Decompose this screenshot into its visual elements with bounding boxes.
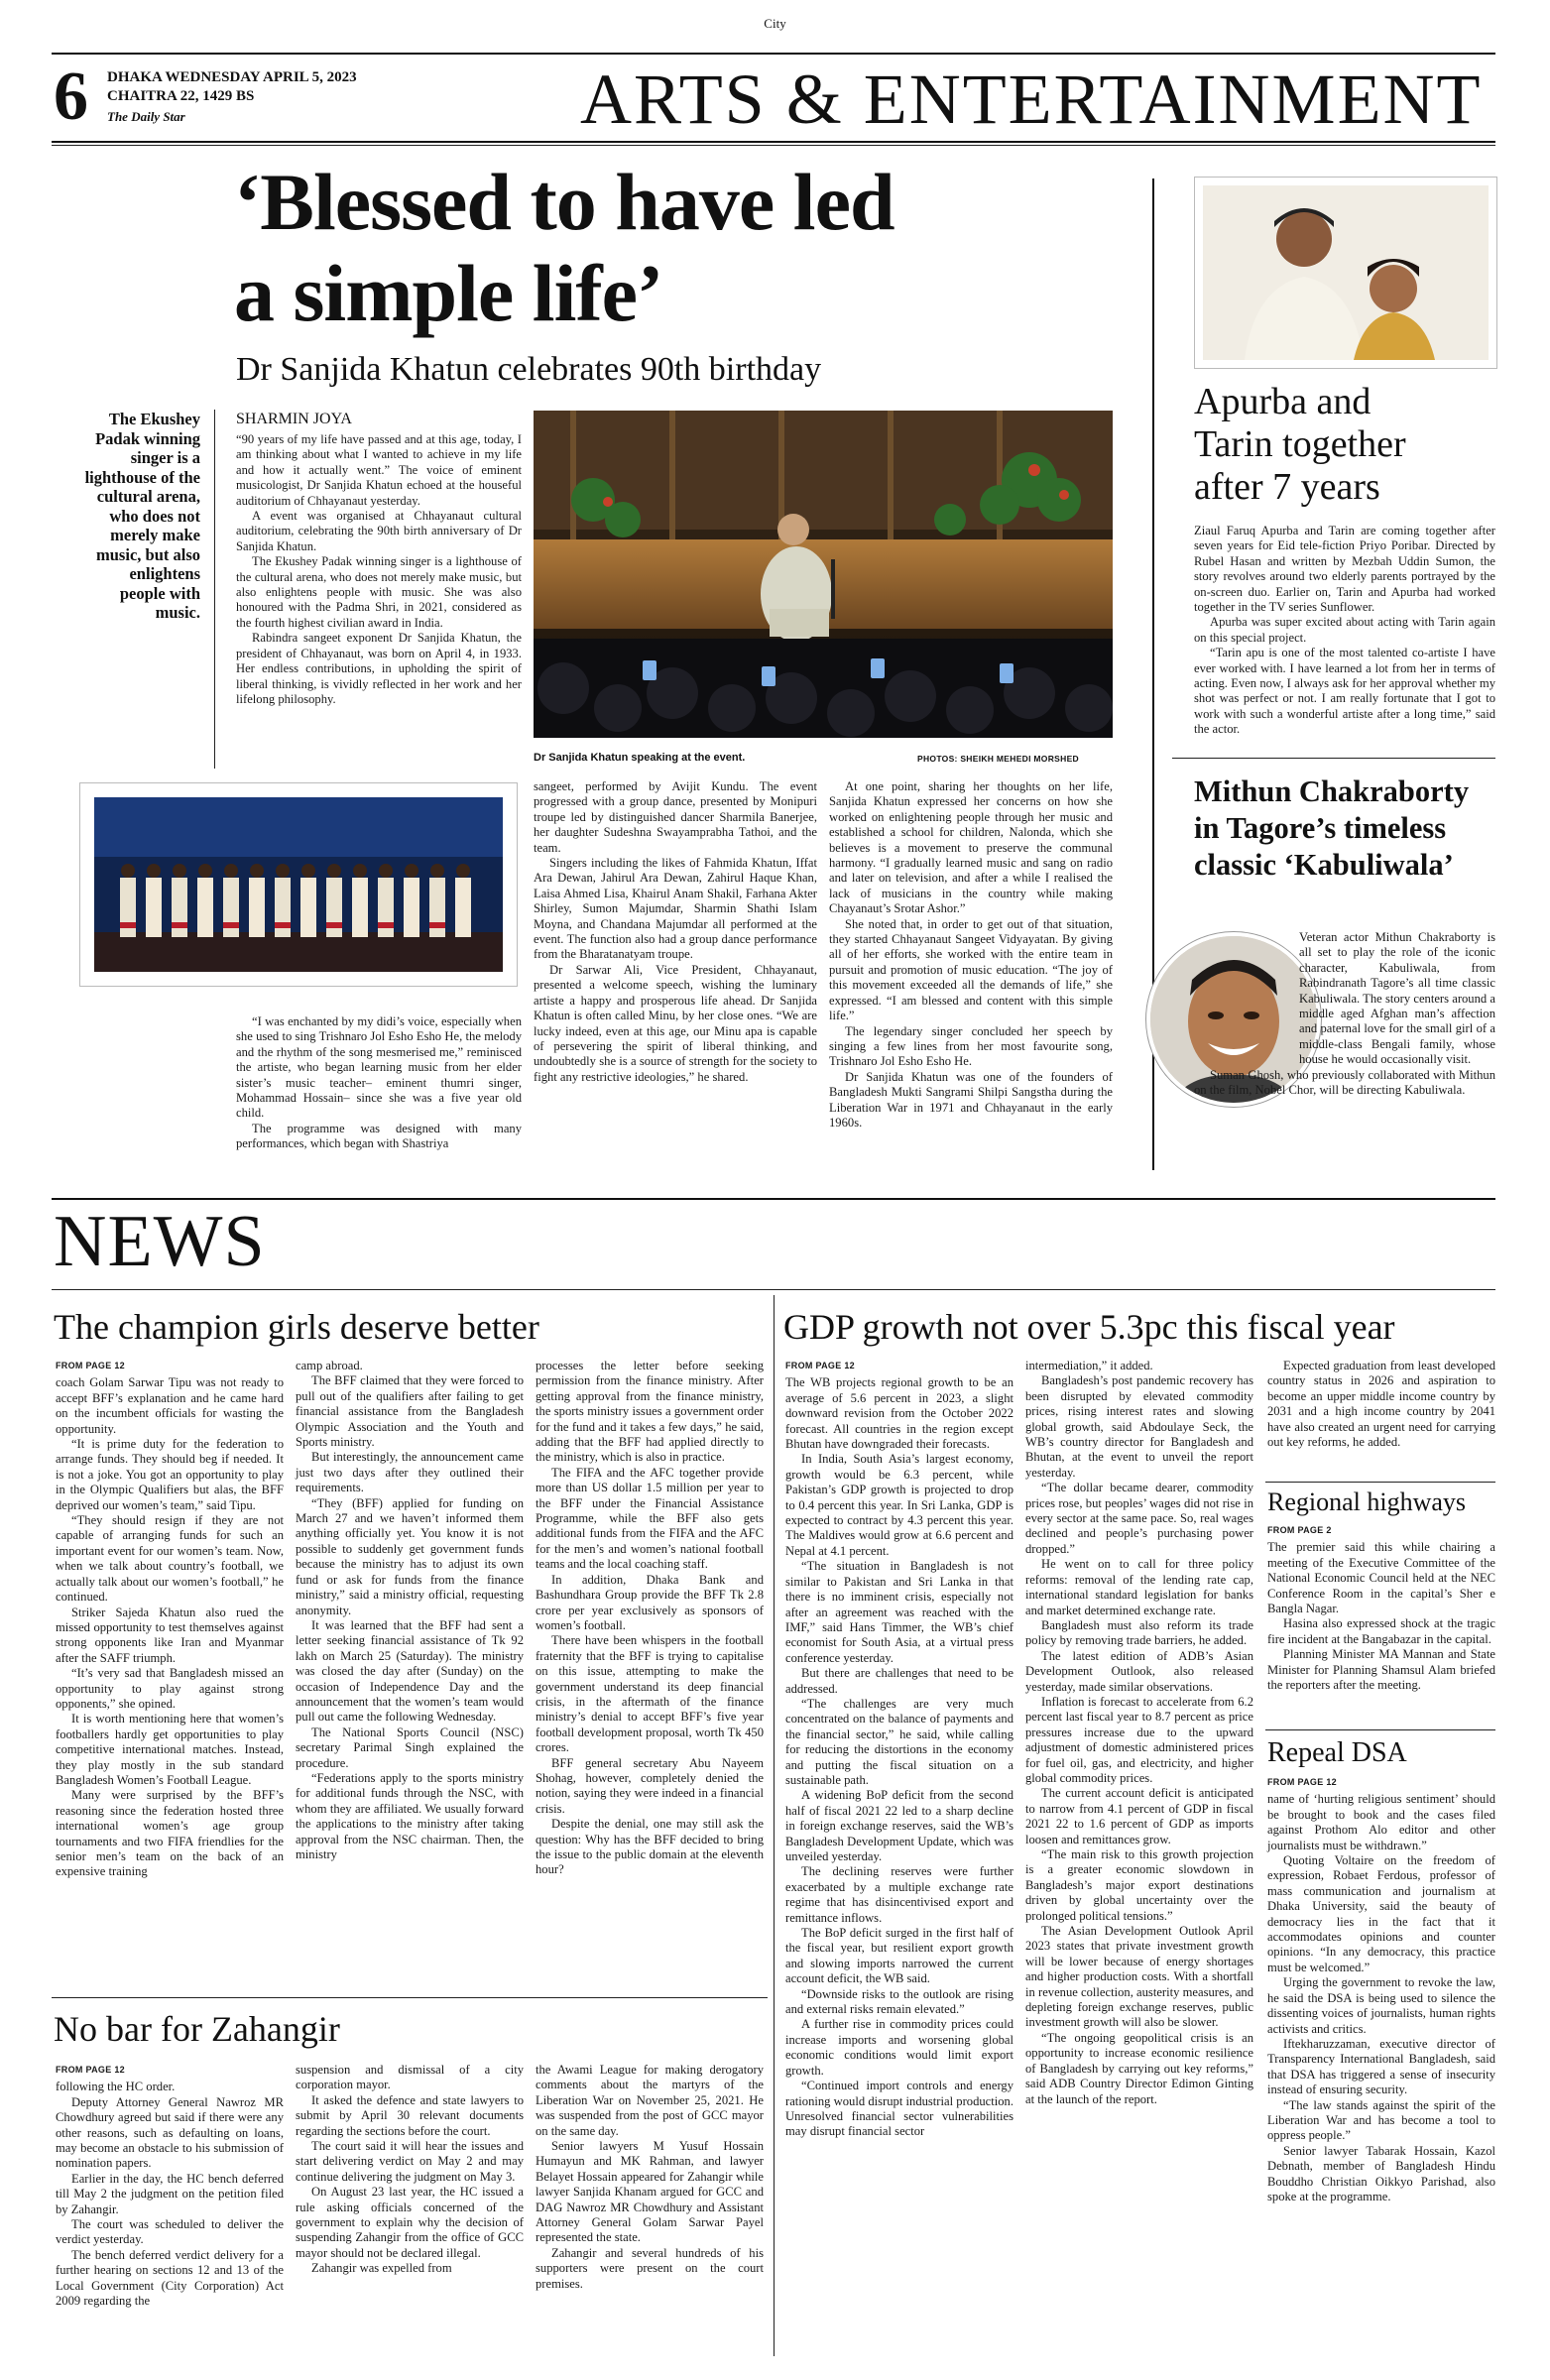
dance-photo bbox=[79, 782, 518, 987]
couple-photo bbox=[1194, 177, 1497, 369]
gdp-col2: intermediation,” it added. Bangladesh’s post pandemic recovery has been disrupted by elevated commodity prices, rising interest rates and slowing global growth, said Abdoulaye Seck, the WB’s country director for Bangladesh and Bhutan, at the event to unveil the report yesterday. “The dollar became dearer, commodity prices rose, but peoples’ wages did not rise in every sector at the same pace. So, real wages declined and people’s purchasing power dropped.” He went on to call for three policy reforms: removal of the lending rate cap, international standard legislation for banks and market determined exchange rate. Bangladesh must also reform its trade policy by removing trade barriers, he added. The latest edition of ADB’s Asian Development Outlook, also released yesterday, made similar observations. Inflation is forecast to accelerate from 6.2 percent last fiscal year to 8.7 percent as price pressures increase due to the upward adjustment of domestic administered prices for fuel oil, gas, and electricity, and higher global commodity prices. The current account deficit is anticipated to narrow from 4.1 percent of GDP in fiscal 2021 22 to 1.6 percent of GDP as imports loosen and remittances grow. “The main risk to this growth projection is a greater economic slowdown in Bangladesh’s major export destinations driven by global uncertainty over the prolonged political tensions.” The Asian Development Outlook April 2023 states that private investment growth will be lower because of energy shortages and higher production costs. With a shortfall in revenue collection, austerity measures, and depleting foreign exchange reserves, public investment growth will also be slower. “The ongoing geopolitical crisis is an opportunity to increase economic resilience of Bangladesh by carrying out key reforms,” said ADB Country Director Edimon Ginting at the launch of the report. bbox=[1025, 1359, 1253, 2106]
zahangir-col2: suspension and dismissal of a city corporation mayor. It asked the defence and state lawyers to submit by April 30 relevant documents regarding the sections before the court. The court said it will hear the issues and start delivering verdict on May 2 and may continue delivering the judgment on May 3. On August 23 last year, the HC issued a rule asking officials concerned of the government to explain why the decision of suspending Zahangir from the office of GCC mayor should not be declared illegal. Zahangir was expelled from bbox=[296, 2063, 524, 2276]
paper-logo: The Daily Star bbox=[107, 109, 185, 124]
dsa-headline: Repeal DSA bbox=[1267, 1737, 1407, 1768]
regional-headline: Regional highways bbox=[1267, 1488, 1467, 1516]
apurba-headline: Apurba and Tarin together after 7 years bbox=[1194, 381, 1406, 508]
edition-label: City bbox=[764, 16, 786, 31]
regional-body: FROM PAGE 2 The premier said this while chairing a meeting of the Executive Committee of the National Economic Council held at the NEC Conference Room in the capital’s Sher e Bangla Nagar. Hasina also expressed shock at the tragic fire incident at the Bangabazar in the capital. Planning Minister MA Mannan and State Minister for Planning Shamsul Alam briefed the reporters after the meeting. bbox=[1267, 1525, 1495, 1693]
champion-col3: processes the letter before seeking permission from the finance ministry. After getting approval from the finance ministry, the sports ministry issues a government order for the fund and it takes a few days,” he said, adding that the BFF had applied directly to the ministry, which is also in practice. The FIFA and the AFC together provide more than US dollar 1.5 million per year to the BFF under the Financial Assistance Programme, while the BFF also gets additional funds from the FIFA and the AFC for the men’s and women’s national football teams and the local coaching staff. In addition, Dhaka Bank and Bashundhara Group provide the BFF Tk 2.8 crore per year exclusively as sponsors of women’s football. There have been whispers in the football fraternity that the BFF is trying to capitalise on this issue, attempting to make the government understand its deep financial crisis, in the aftermath of the finance ministry’s denial to accept BFF’s five year football development proposal, worth Tk 450 crores. BFF general secretary Abu Nayeem Shohag, however, completely denied the notion, saying they were indeed in a financial crisis. Despite the denial, one may still ask the question: Why has the BFF decided to bring the issue to the public domain at the eleventh hour? bbox=[536, 1359, 764, 1877]
lead-headline: ‘Blessed to have led a simple life’ bbox=[234, 157, 894, 338]
champion-headline: The champion girls deserve better bbox=[54, 1307, 539, 1347]
date-line: DHAKA WEDNESDAY APRIL 5, 2023 bbox=[107, 69, 357, 85]
byline: SHARMIN JOYA bbox=[236, 411, 352, 427]
masthead-rule bbox=[52, 141, 1495, 143]
gdp-headline: GDP growth not over 5.3pc this fiscal year bbox=[783, 1307, 1395, 1347]
apurba-body: Ziaul Faruq Apurba and Tarin are coming together after seven years for Eid tele-fiction Priyo Poribar. Directed by Rubel Hasan and written by Mezbah Uddin Sumon, the story revolves around two elderly parents portrayed by the on-screen duo. Earlier on, Tarin and Apurba had worked together in the TV series Sunflower. Apurba was super excited about acting with Tarin again on this special project. “Tarin apu is one of the most talented co-artiste I have ever worked with. I have learned a lot from her in terms of acting. Even now, I always ask for her approval whether my shot was perfect or not. I am really fortunate that I got to work with such a wonderful artiste after a long time,” said the actor. bbox=[1194, 524, 1495, 737]
champion-col2: camp abroad. The BFF claimed that they were forced to pull out of the qualifiers after failing to get financial assistance from the Bangladesh Olympic Association and the Youth and Sports ministry. But interestingly, the announcement came just two days after they outlined their requirements. “They (BFF) applied for funding on March 27 and we haven’t informed them anything officially yet. You know it is not possible to suddenly get government funds because the ministry has to adjust its own fund or ask for funds from the finance ministry,” said a ministry official, requesting anonymity. It was learned that the BFF had sent a letter seeking financial assistance of Tk 92 lakh on March 25 (Saturday). The ministry was closed the day after (Sunday) on the occasion of Independence Day and the announcement that the women’s team would pull out came the following Wednesday. The National Sports Council (NSC) secretary Parimal Singh explained the procedure. “Federations apply to the sports ministry for additional funds through the NSC, with whom they are affiliated. We usually forward the applications to the ministry after taking approval from the NSC chairman. Then, the ministry bbox=[296, 1359, 524, 1861]
lead-col4: At one point, sharing her thoughts on her life, Sanjida Khatun expressed her concerns on how she worked on enlightening people through her music and established a school for children, Nalonda, which she believes is a movement to preserve the communal harmony. “I gradually learned music and sang on radio and later on television, and after a while I realised the lack of musicians in the country while making Chayanaut’s Srotar Ashor.” She noted that, in order to get out of that situation, they started Chhayanaut Sangeet Vidyayatan. By giving all of her efforts, she worked with the entire team in pursuit and promotion of music education. “The joy of this movement exceeded all the demands of life,” she expressed. “I am blessed and content with this simple life.” The legendary singer concluded her speech by singing a few lines from her most favourite song, Trishnaro Jol Esho Esho He. Dr Sanjida Khatun was one of the founders of Bangladesh Mukti Sangrami Shilpi Sangstha during the Liberation War in 1971 and Chhayanaut in the early 1960s. bbox=[829, 779, 1113, 1130]
stage-photo bbox=[534, 411, 1113, 738]
pullquote: The Ekushey Padak winning singer is a lighthouse of the cultural arena, who does not merely make music, but also enlightens people with music. bbox=[84, 410, 200, 622]
gdp-col1: FROM PAGE 12 The WB projects regional growth to be an average of 5.6 percent in 2023, a slight downward revision from the October 2022 forecast. All countries in the region except Bhutan have downgraded their forecasts. In India, South Asia’s largest economy, growth would be 6.3 percent, while Pakistan’s GDP growth is projected to drop to 0.4 percent this year. In Sri Lanka, GDP is expected to contract by 4.3 percent this year. The Maldives would grow at 6.6 percent and Nepal at 4.1 percent. “The situation in Bangladesh is not similar to Pakistan and Sri Lanka in that there is no imminent crisis, especially not after an agreement was reached with the IMF,” said Hans Timmer, the WB’s chief economist for South Asia, at a virtual press conference yesterday. But there are challenges that need to be addressed. “The challenges are very much concentrated on the balance of payments and the financial sector,” he said, while calling for reducing the distortions in the economy and putting the fiscal situation on a sustainable path. A widening BoP deficit from the second half of fiscal 2021 22 led to a sharp decline in foreign exchange reserves, said the WB’s Bangladesh Development Update, which was unveiled yesterday. The declining reserves were further exacerbated by a multiple exchange rate regime that has disincentivised export and remittance inflows. The BoP deficit surged in the first half of the fiscal year, but resilient export growth and slowing imports narrowed the current account deficit, the WB said. “Downside risks to the outlook are rising and external risks remain elevated.” A further rise in commodity prices could increase imports and worsening global economic conditions would limit export growth. “Continued import controls and energy rationing would disrupt industrial production. Unresolved financial sector vulnerabilities may disrupt financial sector bbox=[785, 1361, 1013, 2139]
top-rule bbox=[52, 53, 1495, 55]
gdp-col3: Expected graduation from least developed country status in 2026 and aspiration to become an upper middle income country by 2031 and a high income country by 2041 have also created an urgent need for carrying out key reforms, he added. bbox=[1267, 1359, 1495, 1450]
zahangir-col3: the Awami League for making derogatory comments about the martyrs of the Liberation War on November 25, 2021. He was suspended from the post of GCC mayor on the same day. Senior lawyers M Yusuf Hossain Humayun and MK Rahman, and lawyer Belayet Hossain appeared for Zahangir while lawyer Sanjida Khanam argued for GCC and DAG Nawroz MR Chowdhury and Assistant Attorney General Golam Sarwar Payel represented the state. Zahangir and several hundreds of his supporters were present on the court premises. bbox=[536, 2063, 764, 2291]
bangla-date: CHAITRA 22, 1429 BS bbox=[107, 88, 255, 104]
news-banner: NEWS bbox=[54, 1201, 266, 1282]
mithun-body: Veteran actor Mithun Chakraborty is all set to play the role of the iconic character, Kabuliwala, from Rabindranath Tagore’s all time classic Kabuliwala. The story centers around a middle aged Afghan man’s affection and paternal love for the small girl of a middle-class Bengali family, whose house he would occasionally visit. Suman Ghosh, who previously collaborated with Mithun on the film, Nobel Chor, will be directing Kabuliwala. bbox=[1194, 930, 1495, 1098]
section-title: ARTS & ENTERTAINMENT bbox=[580, 60, 1483, 139]
zahangir-col1: FROM PAGE 12 following the HC order. Deputy Attorney General Nawroz MR Chowdhury agreed but said if there were any other reasons, such as defaulting on loans, may become an obstacle to his submission of nomination papers. Earlier in the day, the HC bench deferred till May 2 the judgment on the petition filed by Zahangir. The court was scheduled to deliver the verdict yesterday. The bench deferred verdict delivery for a further hearing on sections 12 and 13 of the Local Government (City Corporation) Act 2009 regarding the bbox=[56, 2065, 284, 2309]
dsa-body: FROM PAGE 12 name of ‘hurting religious sentiment’ should be brought to book and the cases filed against Prothom Alo editor and other journalists must be withdrawn.” Quoting Voltaire on the freedom of expression, Robaet Ferdous, professor of mass communication and journalism at Dhaka University, said the beauty of democracy lies in the fact that it accommodates opinions and counter opinions. “In any democracy, this practice must be welcomed.” Urging the government to revoke the law, he said the DSA is being used to silence the dissenting voices of journalists, human rights activists and critics. Iftekharuzzaman, executive director of Transparency International Bangladesh, said that DSA has triggered a sense of insecurity instead of ensuring security. “The law stands against the spirit of the Liberation War and has become a tool to oppress people.” Senior lawyer Tabarak Hossain, Kazol Debnath, member of Bangladesh Hindu Bouddho Christian Oikkyo Parishad, also spoke at the programme. bbox=[1267, 1777, 1495, 2203]
lead-col1: “90 years of my life have passed and at this age, today, I am thinking about what I wanted to achieve in my life and how it actually went.” The voice of eminent musicologist, Dr Sanjida Khatun echoed at the houseful auditorium of Chhayanaut yesterday. A event was organised at Chhayanaut cultural auditorium, celebrating the 90th birth anniversary of Dr Sanjida Khatun. The Ekushey Padak winning singer is a lighthouse of the cultural arena, who does not merely make music, but also enlightens people with music. She was also honoured with the Padma Shri, in 2021, considered as the fourth highest civilian award in India. Rabindra sangeet exponent Dr Sanjida Khatun, the president of Chhayanaut, was born on April 4, in 1933. Her endless contributions, in upholding the spirit of liberal thinking, is vividly reflected in her work and her lifelong philosophy. bbox=[236, 432, 522, 706]
champion-col1: FROM PAGE 12 coach Golam Sarwar Tipu was not ready to accept BFF’s explanation and he came hard on the incumbent officials for wasting the opportunity. “It is prime duty for the federation to arrange funds. They should beg if needed. It is not a joke. You got an opportunity to play in the Olympic Qualifiers but alas, the BFF deprived our women’s team,” said Tipu. “They should resign if they are not capable of arranging funds for such an important event for our women’s team. Now, when we talk about country’s football, we actually talk about our women’s football,” he continued. Striker Sajeda Khatun also rued the missed opportunity to test themselves against strong opponents like Iran and Myanmar after the SAFF triumph. “It’s very sad that Bangladesh missed an opportunity to play against strong opponents,” she opined. It is worth mentioning here that women’s footballers hardly get opportunities to play competitive international matches. Instead, they play mostly in the sub standard Bangladesh Women’s Football League. Many were surprised by the BFF’s reasoning since the federation hosted three international women’s age group tournaments and two FIFA friendlies for the senior men’s team on the back of an expensive training bbox=[56, 1361, 284, 1879]
mithun-headline: Mithun Chakraborty in Tagore’s timeless classic ‘Kabuliwala’ bbox=[1194, 774, 1470, 882]
zahangir-headline: No bar for Zahangir bbox=[54, 2009, 340, 2049]
photo-caption: Dr Sanjida Khatun speaking at the event. bbox=[534, 752, 746, 764]
page-number: 6 bbox=[54, 59, 88, 135]
photo-credit: PHOTOS: SHEIKH MEHEDI MORSHED bbox=[917, 754, 1079, 764]
lead-col2: “I was enchanted by my didi’s voice, especially when she used to sing Trishnaro Jol Esho Esho He, the melody and the rhythm of the song mesmerised me,” reminisced the artiste, who began learning music from her elder sister’s music teacher– eminent thumri singer, Mohammad Hossain– since she was a five year old child. The programme was designed with many performances, which began with Shastriya bbox=[236, 1014, 522, 1151]
lead-subhead: Dr Sanjida Khatun celebrates 90th birthday bbox=[236, 351, 822, 388]
lead-col3: sangeet, performed by Avijit Kundu. The event progressed with a group dance, presented by Monipuri troupe led by distinguished dancer Sharmila Banerjee, her daughter Sudeshna Swayamprabha Tathoi, and the team. Singers including the likes of Fahmida Khatun, Iffat Ara Dewan, Jahirul Ara Dewan, Zahirul Haque Khan, Laisa Ahmed Lisa, Khairul Anam Shakil, Farhana Akter Shirley, Sumon Majumdar, Sharmin Shathi Islam Moyna, and Chandana Majumdar all performed at the event. The function also had a group dance performance from the Bharatanatyam troupe. Dr Sarwar Ali, Vice President, Chhayanaut, presented a welcome speech, wishing the luminary artiste a happy and prosperous life ahead. Dr Sanjida Khatun is often called Minu, by her close ones. “We are lucky indeed, even at this age, our Minu apa is capable of persevering the spirit of liberal thinking, and undoubtedly she is a source of strength for the society to fight any restrictive ideologies,” he shared. bbox=[534, 779, 817, 1084]
